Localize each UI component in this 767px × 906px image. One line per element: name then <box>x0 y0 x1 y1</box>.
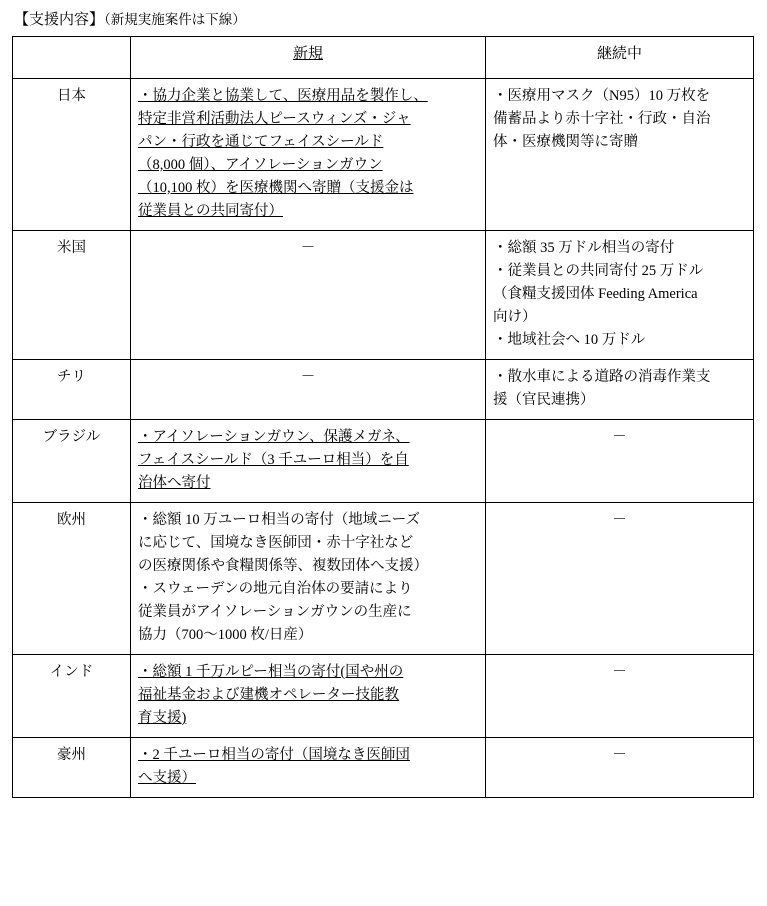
new-initiatives-cell-text <box>138 661 478 730</box>
region-cell: チリ <box>13 360 131 420</box>
continuing-initiatives-cell-text <box>493 366 746 412</box>
text-line: （8,000 個）、アイソレーションガウン <box>138 157 383 173</box>
header-continuing <box>486 37 754 79</box>
text-line: ・従業員との共同寄付 25 万ドル <box>493 263 704 279</box>
text-line: ・2 千ユーロ相当の寄付（国境なき医師団 <box>138 747 410 763</box>
text-line: （10,100 枚）を医療機関へ寄贈（支援金は <box>138 180 414 196</box>
new-initiatives-cell <box>131 738 486 798</box>
text-line: ・総額 1 千万ルピー相当の寄付(国や州の <box>138 664 404 680</box>
text-line: 特定非営利活動法人ピースウィンズ・ジャ <box>138 111 411 127</box>
text-line: ・散水車による道路の消毒作業支 <box>493 369 711 385</box>
text-line: 福祉基金および建機オペレーター技能教 <box>138 687 399 703</box>
table-caption <box>14 10 755 30</box>
text-line: パン・行政を通じてフェイスシールド <box>138 134 384 150</box>
table-row <box>13 360 754 420</box>
header-new <box>131 37 486 79</box>
text-line: 育支援) <box>138 710 187 726</box>
new-initiatives-cell-text <box>138 744 478 790</box>
text-line: ・医療用マスク（N95）10 万枚を <box>493 88 711 104</box>
new-initiatives-cell-text <box>138 509 478 647</box>
text-line: 従業員がアイソレーションガウンの生産に <box>138 604 412 620</box>
text-line: 治体へ寄付 <box>138 475 211 491</box>
new-initiatives-cell: － <box>131 360 486 420</box>
text-line: （食糧支援団体 Feeding America <box>493 286 698 302</box>
text-line: ・総額 35 万ドル相当の寄付 <box>493 240 675 256</box>
text-line: 従業員との共同寄付） <box>138 203 283 219</box>
new-initiatives-cell <box>131 503 486 655</box>
text-line: の医療関係や食糧関係等、複数団体へ支援） <box>138 558 428 574</box>
continuing-initiatives-cell: － <box>486 738 754 798</box>
text-line: ・地域社会へ 10 万ドル <box>493 332 646 348</box>
header-new-label: 新規 <box>292 46 323 62</box>
table-row <box>13 420 754 503</box>
table-row <box>13 655 754 738</box>
region-cell: ブラジル <box>13 420 131 503</box>
text-line: ・アイソレーションガウン、保護メガネ、 <box>138 429 410 445</box>
new-initiatives-cell <box>131 420 486 503</box>
table-row <box>13 79 754 231</box>
new-initiatives-cell: － <box>131 231 486 360</box>
table-row <box>13 503 754 655</box>
new-initiatives-cell-text <box>138 426 478 495</box>
table-header-row <box>13 37 754 79</box>
continuing-initiatives-cell: － <box>486 655 754 738</box>
continuing-initiatives-cell-text <box>493 237 746 352</box>
continuing-initiatives-cell <box>486 231 754 360</box>
region-cell: 日本 <box>13 79 131 231</box>
header-continuing-label: 継続中 <box>596 46 642 62</box>
new-initiatives-cell <box>131 79 486 231</box>
region-cell: 欧州 <box>13 503 131 655</box>
support-content-table <box>12 36 754 798</box>
continuing-initiatives-cell <box>486 79 754 231</box>
continuing-initiatives-cell: － <box>486 420 754 503</box>
caption-title: 【支援内容】 <box>14 12 105 28</box>
text-line: 向け） <box>493 309 537 325</box>
table-row <box>13 738 754 798</box>
continuing-initiatives-cell-text <box>493 85 746 154</box>
new-initiatives-cell <box>131 655 486 738</box>
table-row <box>13 231 754 360</box>
table-body <box>13 79 754 798</box>
text-line: ・協力企業と協業して、医療用品を製作し、 <box>138 88 428 104</box>
header-region <box>13 37 131 79</box>
text-line: フェイスシールド（3 千ユーロ相当）を自 <box>138 452 409 468</box>
continuing-initiatives-cell: － <box>486 503 754 655</box>
text-line: 援（官民連携） <box>493 392 595 408</box>
continuing-initiatives-cell <box>486 360 754 420</box>
region-cell: インド <box>13 655 131 738</box>
new-initiatives-cell-text <box>138 85 478 223</box>
table-header <box>13 37 754 79</box>
caption-note: （新規実施案件は下線） <box>104 12 246 27</box>
region-cell: 米国 <box>13 231 131 360</box>
text-line: へ支援） <box>138 770 196 786</box>
region-cell: 豪州 <box>13 738 131 798</box>
text-line: 体・医療機関等に寄贈 <box>493 134 638 150</box>
text-line: 備蓄品より赤十字社・行政・自治 <box>493 111 711 127</box>
text-line: ・総額 10 万ユーロ相当の寄付（地域ニーズ <box>138 512 421 528</box>
text-line: ・スウェーデンの地元自治体の要請により <box>138 581 413 597</box>
text-line: 協力（700～1000 枚/日産） <box>138 627 313 643</box>
text-line: に応じて、国境なき医師団・赤十字社など <box>138 535 414 551</box>
